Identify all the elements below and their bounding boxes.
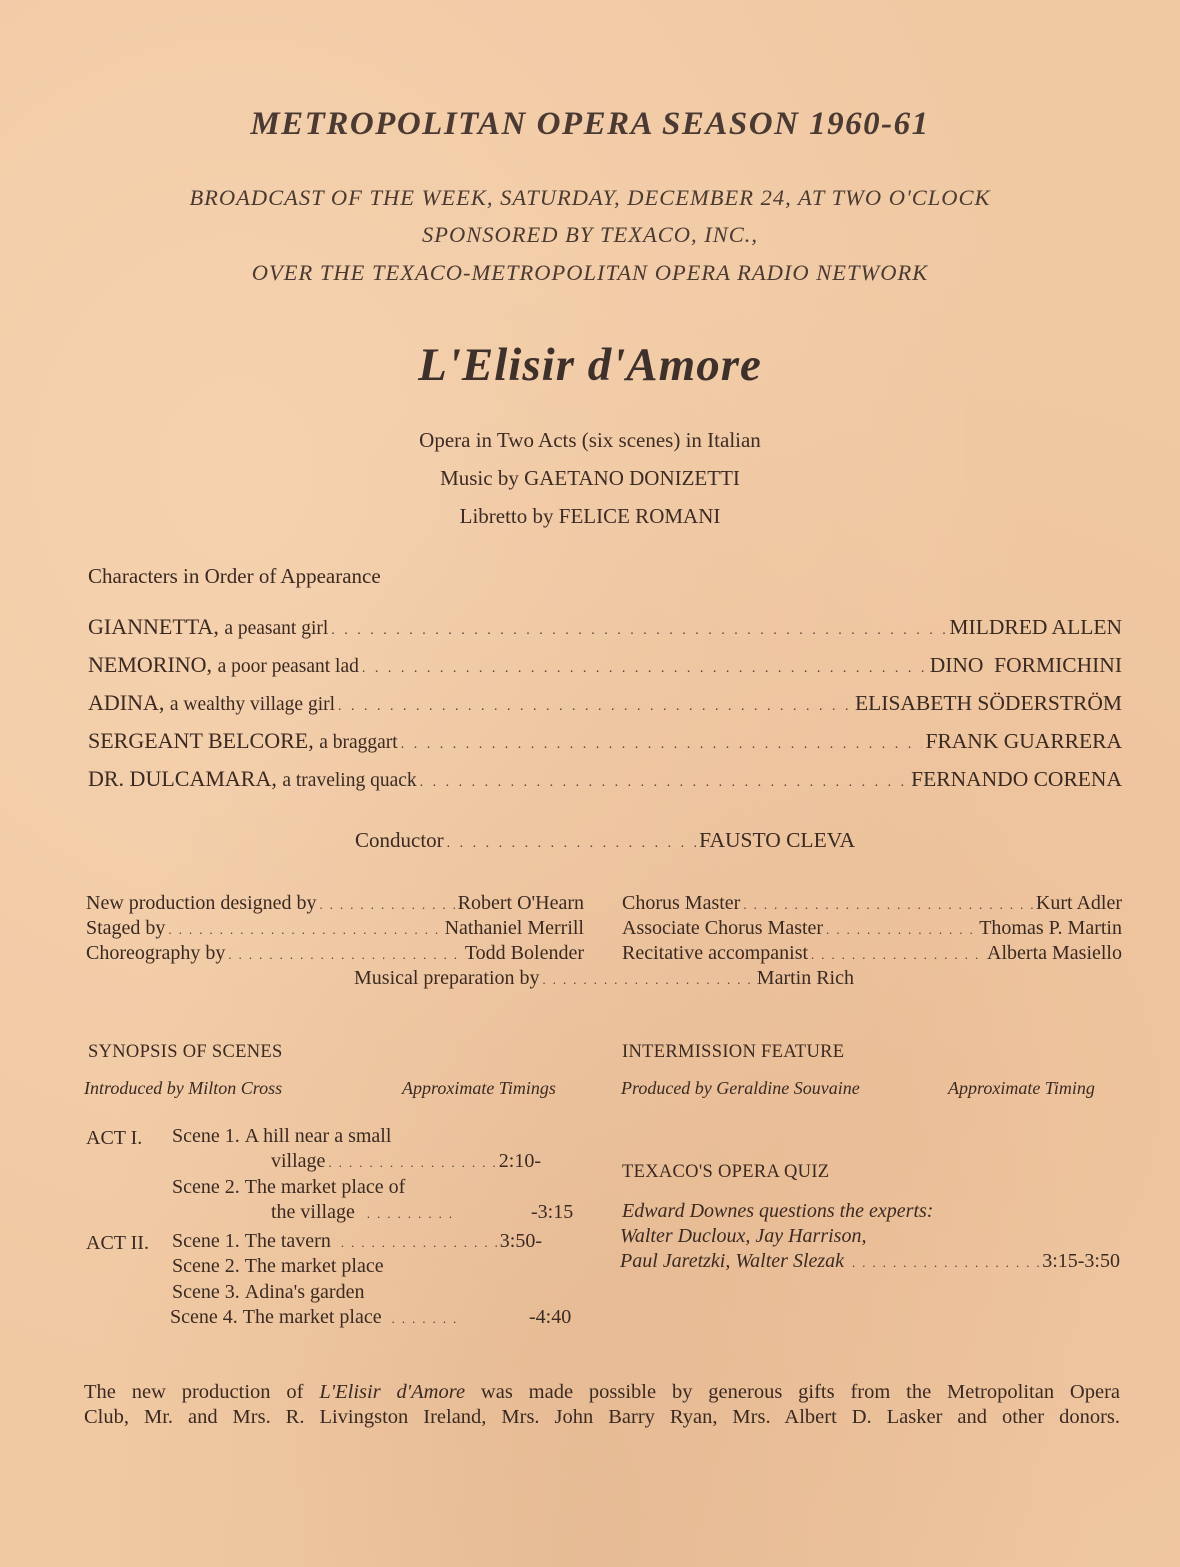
scene-timing: 2:10- bbox=[498, 1150, 541, 1172]
credit-name: Robert O'Hearn bbox=[457, 892, 584, 914]
timing-label: Approximate Timing bbox=[948, 1078, 1095, 1098]
intermission-heading: INTERMISSION FEATURE bbox=[622, 1042, 845, 1062]
scene-row bbox=[172, 1230, 542, 1253]
credit-label: Choreography by bbox=[86, 942, 226, 964]
credit-row bbox=[354, 967, 854, 993]
quiz-row bbox=[620, 1250, 1120, 1273]
scene-number: Scene 2. bbox=[172, 1255, 240, 1277]
role-name: GIANNETTA, bbox=[88, 614, 219, 639]
role-desc: a braggart bbox=[319, 732, 398, 753]
leader-dots bbox=[338, 699, 852, 715]
conductor-name: FAUSTO CLEVA bbox=[699, 828, 855, 852]
scene-row-cont bbox=[271, 1150, 541, 1173]
scene-place: The market place bbox=[242, 1306, 382, 1328]
scene-row bbox=[170, 1306, 459, 1329]
scene-number: Scene 4. bbox=[170, 1306, 238, 1328]
credit-row bbox=[622, 892, 1122, 918]
leader-dots bbox=[743, 898, 1033, 913]
performer-name: DINO FORMICHINI bbox=[929, 653, 1122, 677]
scene-number: Scene 1. bbox=[172, 1230, 240, 1252]
leader-dots bbox=[420, 775, 909, 791]
footer-opera-title: L'Elisir d'Amore bbox=[319, 1381, 466, 1403]
scene-place: The tavern bbox=[244, 1230, 331, 1252]
introduced-by: Introduced by Milton Cross bbox=[84, 1078, 283, 1098]
credit-label: Recitative accompanist bbox=[622, 942, 809, 964]
season-title: METROPOLITAN OPERA SEASON 1960-61 bbox=[250, 106, 930, 142]
librettist-line: Libretto by FELICE ROMANI bbox=[459, 504, 721, 528]
scene-row bbox=[172, 1176, 405, 1199]
opera-description: Opera in Two Acts (six scenes) in Italian bbox=[419, 428, 761, 452]
conductor-row bbox=[355, 828, 855, 858]
quiz-line: Walter Ducloux, Jay Harrison, bbox=[620, 1225, 867, 1247]
scene-timing: 3:50- bbox=[499, 1230, 542, 1252]
credit-name: Alberta Masiello bbox=[987, 942, 1122, 964]
performer-name: ELISABETH SÖDERSTRÖM bbox=[855, 691, 1122, 715]
role-desc: a traveling quack bbox=[282, 770, 417, 791]
quiz-line: Paul Jaretzki, Walter Slezak bbox=[620, 1250, 845, 1272]
cast-row bbox=[88, 766, 1122, 796]
footer-line-1-rest: was made possible by generous gifts from the Metropolitan Opera bbox=[480, 1381, 1120, 1403]
role-desc: a wealthy village girl bbox=[169, 694, 336, 715]
credit-row bbox=[86, 942, 584, 968]
network-line: OVER THE TEXACO-METROPOLITAN OPERA RADIO NETWORK bbox=[251, 260, 929, 285]
scene-number: Scene 2. bbox=[172, 1176, 240, 1198]
role-name: SERGEANT BELCORE, bbox=[88, 728, 314, 753]
credit-label: Staged by bbox=[86, 917, 166, 939]
scene-row-cont bbox=[271, 1201, 460, 1224]
leader-dots bbox=[852, 1256, 1039, 1271]
role-name: ADINA, bbox=[88, 690, 165, 715]
credit-row bbox=[622, 942, 1122, 968]
cast-row bbox=[88, 690, 1122, 720]
scene-number: Scene 3. bbox=[172, 1281, 240, 1303]
leader-dots bbox=[328, 1156, 495, 1171]
synopsis-heading: SYNOPSIS OF SCENES bbox=[88, 1042, 283, 1062]
performer-name: MILDRED ALLEN bbox=[949, 615, 1122, 639]
cast-row bbox=[88, 652, 1122, 682]
leader-dots bbox=[341, 1236, 497, 1251]
credit-label: New production designed by bbox=[86, 892, 317, 914]
produced-by: Produced by Geraldine Souvaine bbox=[621, 1078, 860, 1098]
scene-place-cont: village bbox=[271, 1150, 326, 1172]
leader-dots bbox=[367, 1207, 457, 1222]
act-1-label: ACT I. bbox=[86, 1127, 143, 1149]
scene-place: The market place of bbox=[244, 1176, 406, 1198]
credit-name: Kurt Adler bbox=[1035, 892, 1122, 914]
quiz-timing: 3:15-3:50 bbox=[1042, 1250, 1120, 1272]
broadcast-line: BROADCAST OF THE WEEK, SATURDAY, DECEMBER 24, AT TWO O'CLOCK bbox=[189, 185, 991, 210]
leader-dots bbox=[392, 1312, 456, 1327]
footer-line-2: Club, Mr. and Mrs. R. Livingston Ireland, Mrs. John Barry Ryan, Mrs. Albert D. Lasker and other donors. bbox=[84, 1406, 1120, 1428]
scene-timing: -3:15 bbox=[531, 1201, 574, 1223]
role-desc: a poor peasant lad bbox=[217, 656, 359, 677]
performer-name: FERNANDO CORENA bbox=[911, 767, 1122, 791]
sponsor-line: SPONSORED BY TEXACO, INC., bbox=[421, 222, 758, 247]
composer-line: Music by GAETANO DONIZETTI bbox=[440, 466, 740, 490]
role-name: DR. DULCAMARA, bbox=[88, 766, 277, 791]
leader-dots bbox=[320, 898, 455, 913]
opera-title: L'Elisir d'Amore bbox=[418, 339, 762, 391]
scene-row bbox=[172, 1255, 384, 1278]
credit-name: Todd Bolender bbox=[464, 942, 584, 964]
credit-name: Thomas P. Martin bbox=[979, 917, 1122, 939]
credit-label: Associate Chorus Master bbox=[622, 917, 824, 939]
cast-row bbox=[88, 614, 1122, 644]
leader-dots bbox=[543, 973, 754, 988]
footer-note bbox=[84, 1380, 1120, 1430]
credit-name: Nathaniel Merrill bbox=[444, 917, 584, 939]
conductor-label: Conductor bbox=[355, 828, 444, 852]
role-desc: a peasant girl bbox=[224, 618, 329, 639]
credit-row bbox=[86, 917, 584, 943]
cast-row bbox=[88, 728, 1122, 758]
leader-dots bbox=[228, 948, 461, 963]
leader-dots bbox=[362, 661, 927, 677]
scene-place: A hill near a small bbox=[244, 1125, 392, 1147]
scene-number: Scene 1. bbox=[172, 1125, 240, 1147]
footer-line-1 bbox=[84, 1380, 1120, 1405]
footer-prefix: The new production of bbox=[84, 1381, 304, 1403]
leader-dots bbox=[447, 836, 696, 852]
credit-name: Martin Rich bbox=[756, 967, 854, 989]
credit-row bbox=[86, 892, 584, 918]
timings-label: Approximate Timings bbox=[402, 1078, 556, 1098]
credit-row bbox=[622, 917, 1122, 943]
role-name: NEMORINO, bbox=[88, 652, 213, 677]
act-2-label: ACT II. bbox=[86, 1232, 149, 1254]
scene-place-cont: the village bbox=[271, 1201, 355, 1223]
credit-label: Musical preparation by bbox=[354, 967, 540, 989]
scene-timing: -4:40 bbox=[529, 1306, 572, 1328]
leader-dots bbox=[168, 923, 441, 938]
leader-dots bbox=[826, 923, 976, 938]
cast-heading: Characters in Order of Appearance bbox=[88, 564, 381, 588]
scene-place: Adina's garden bbox=[244, 1281, 365, 1303]
scene-row bbox=[172, 1281, 364, 1304]
credit-label: Chorus Master bbox=[622, 892, 741, 914]
leader-dots bbox=[811, 948, 984, 963]
performer-name: FRANK GUARRERA bbox=[925, 729, 1122, 753]
leader-dots bbox=[401, 737, 923, 753]
scene-row bbox=[172, 1125, 391, 1148]
quiz-heading: TEXACO'S OPERA QUIZ bbox=[622, 1162, 830, 1182]
quiz-line: Edward Downes questions the experts: bbox=[622, 1200, 934, 1222]
scene-place: The market place bbox=[244, 1255, 384, 1277]
leader-dots bbox=[331, 623, 946, 639]
